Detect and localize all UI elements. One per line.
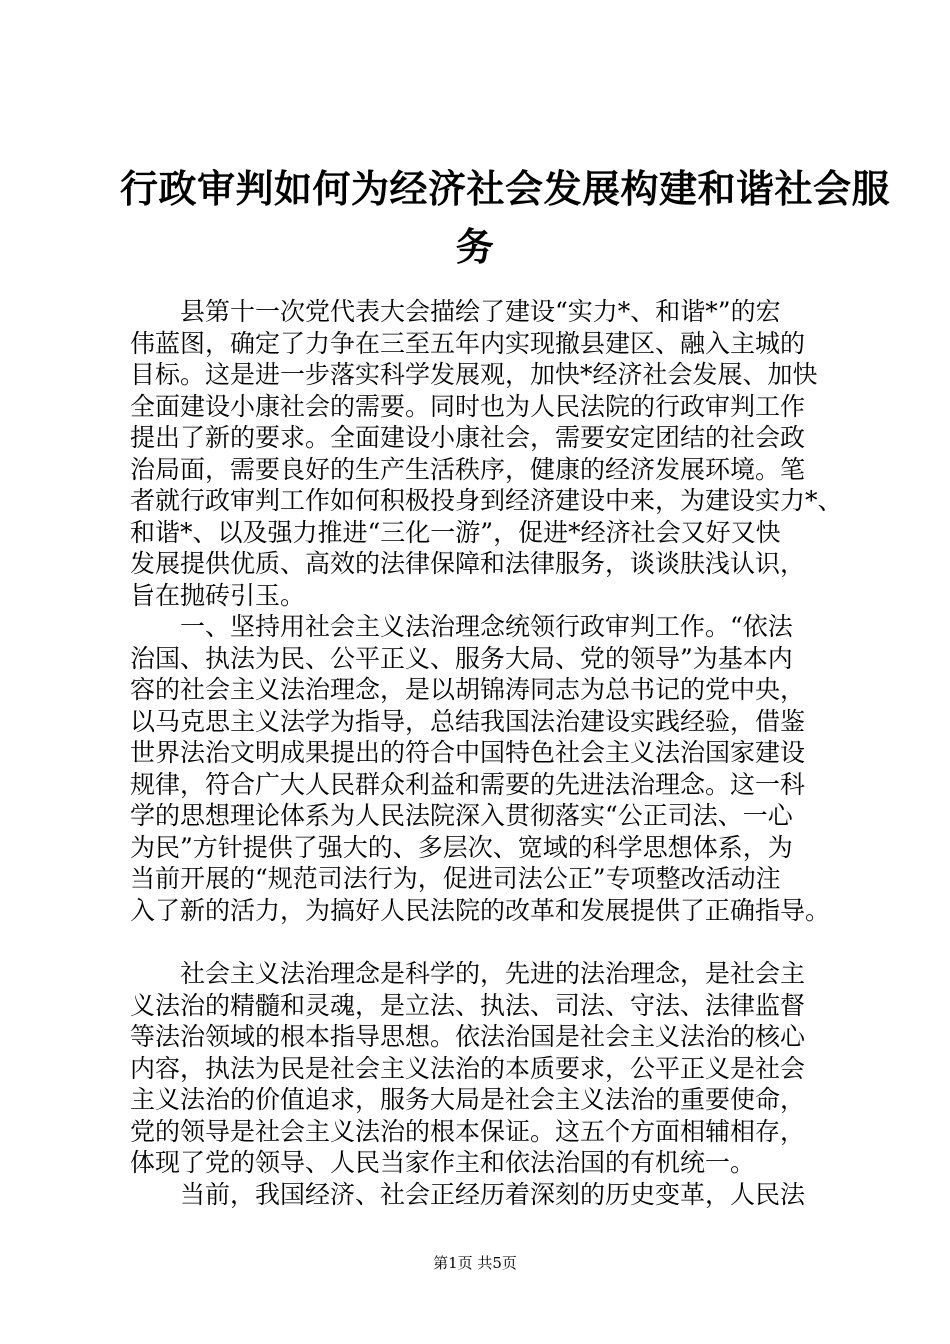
- title-line: 行政审判如何为经济社会发展构建和谐社会服: [120, 166, 891, 211]
- paragraph-3: [130, 958, 830, 1179]
- text-line: 社会主义法治理念是科学的，先进的法治理念，是社会主: [180, 959, 806, 988]
- text-line: 旨在抛砖引玉。: [130, 580, 306, 610]
- text-line: 发展提供优质、高效的法律保障和法律服务，谈谈肤浅认识，: [130, 549, 806, 578]
- document-body: [130, 296, 843, 1210]
- text-line: 一、坚持用社会主义法治理念统领行政审判工作。“依法: [180, 612, 793, 641]
- text-line: 当前开展的“规范司法行为，促进司法公正”专项整改活动注: [130, 864, 781, 893]
- text-line: 伟蓝图，确定了力争在三至五年内实现撤县建区、融入主城的: [130, 328, 806, 358]
- text-line: 治局面，需要良好的生产生活秩序，健康的经济发展环境。笔: [130, 454, 806, 484]
- text-line: 目标。这是进一步落实科学发展观，加快*经济社会发展、加快: [130, 360, 818, 389]
- title-line: 务: [455, 224, 495, 269]
- text-line: 治国、执法为民、公平正义、服务大局、党的领导”为基本内: [130, 643, 793, 673]
- paragraph-4: [130, 1179, 830, 1211]
- text-line: 提出了新的要求。全面建设小康社会，需要安定团结的社会政: [130, 423, 806, 452]
- text-line: 全面建设小康社会的需要。同时也为人民法院的行政审判工作: [130, 391, 806, 421]
- paragraph-spacer: [130, 926, 830, 958]
- text-line: 等法治领域的根本指导思想。依法治国是社会主义法治的核心: [130, 1022, 806, 1051]
- text-line: 学的思想理论体系为人民法院深入贯彻落实“公正司法、一心: [130, 801, 793, 830]
- text-line: 为民”方针提供了强大的、多层次、宽域的科学思想体系，为: [130, 832, 793, 862]
- text-line: 者就行政审判工作如何积极投身到经济建设中来，为建设实力*、: [130, 486, 843, 515]
- document-title: [120, 160, 891, 276]
- text-line: 以马克思主义法学为指导，总结我国法治建设实践经验，借鉴: [130, 706, 806, 736]
- text-line: 党的领导是社会主义法治的根本保证。这五个方面相辅相存，: [130, 1116, 806, 1146]
- page-number-footer: 第1页 共5页: [433, 1254, 517, 1272]
- text-line: 县第十一次党代表大会描绘了建设“实力*、和谐*”的宏: [180, 297, 781, 326]
- text-line: 世界法治文明成果提出的符合中国特色社会主义法治国家建设: [130, 738, 806, 767]
- text-line: 规律，符合广大人民群众利益和需要的先进法治理念。这一科: [130, 769, 806, 799]
- text-line: 入了新的活力，为搞好人民法院的改革和发展提供了正确指导。: [130, 895, 831, 925]
- text-line: 义法治的精髓和灵魂，是立法、执法、司法、守法、法律监督: [130, 990, 806, 1020]
- text-line: 容的社会主义法治理念，是以胡锦涛同志为总书记的党中央，: [130, 675, 806, 704]
- text-line: 主义法治的价值追求，服务大局是社会主义法治的重要使命，: [130, 1085, 806, 1114]
- paragraph-1: [130, 296, 843, 611]
- text-line: 内容，执法为民是社会主义法治的本质要求，公平正义是社会: [130, 1053, 806, 1083]
- paragraph-2: [130, 611, 830, 926]
- text-line: 当前，我国经济、社会正经历着深刻的历史变革，人民法: [180, 1179, 806, 1209]
- text-line: 体现了党的领导、人民当家作主和依法治国的有机统一。: [130, 1148, 756, 1177]
- text-line: 和谐*、以及强力推进“三化一游”，促进*经济社会又好又快: [130, 517, 781, 547]
